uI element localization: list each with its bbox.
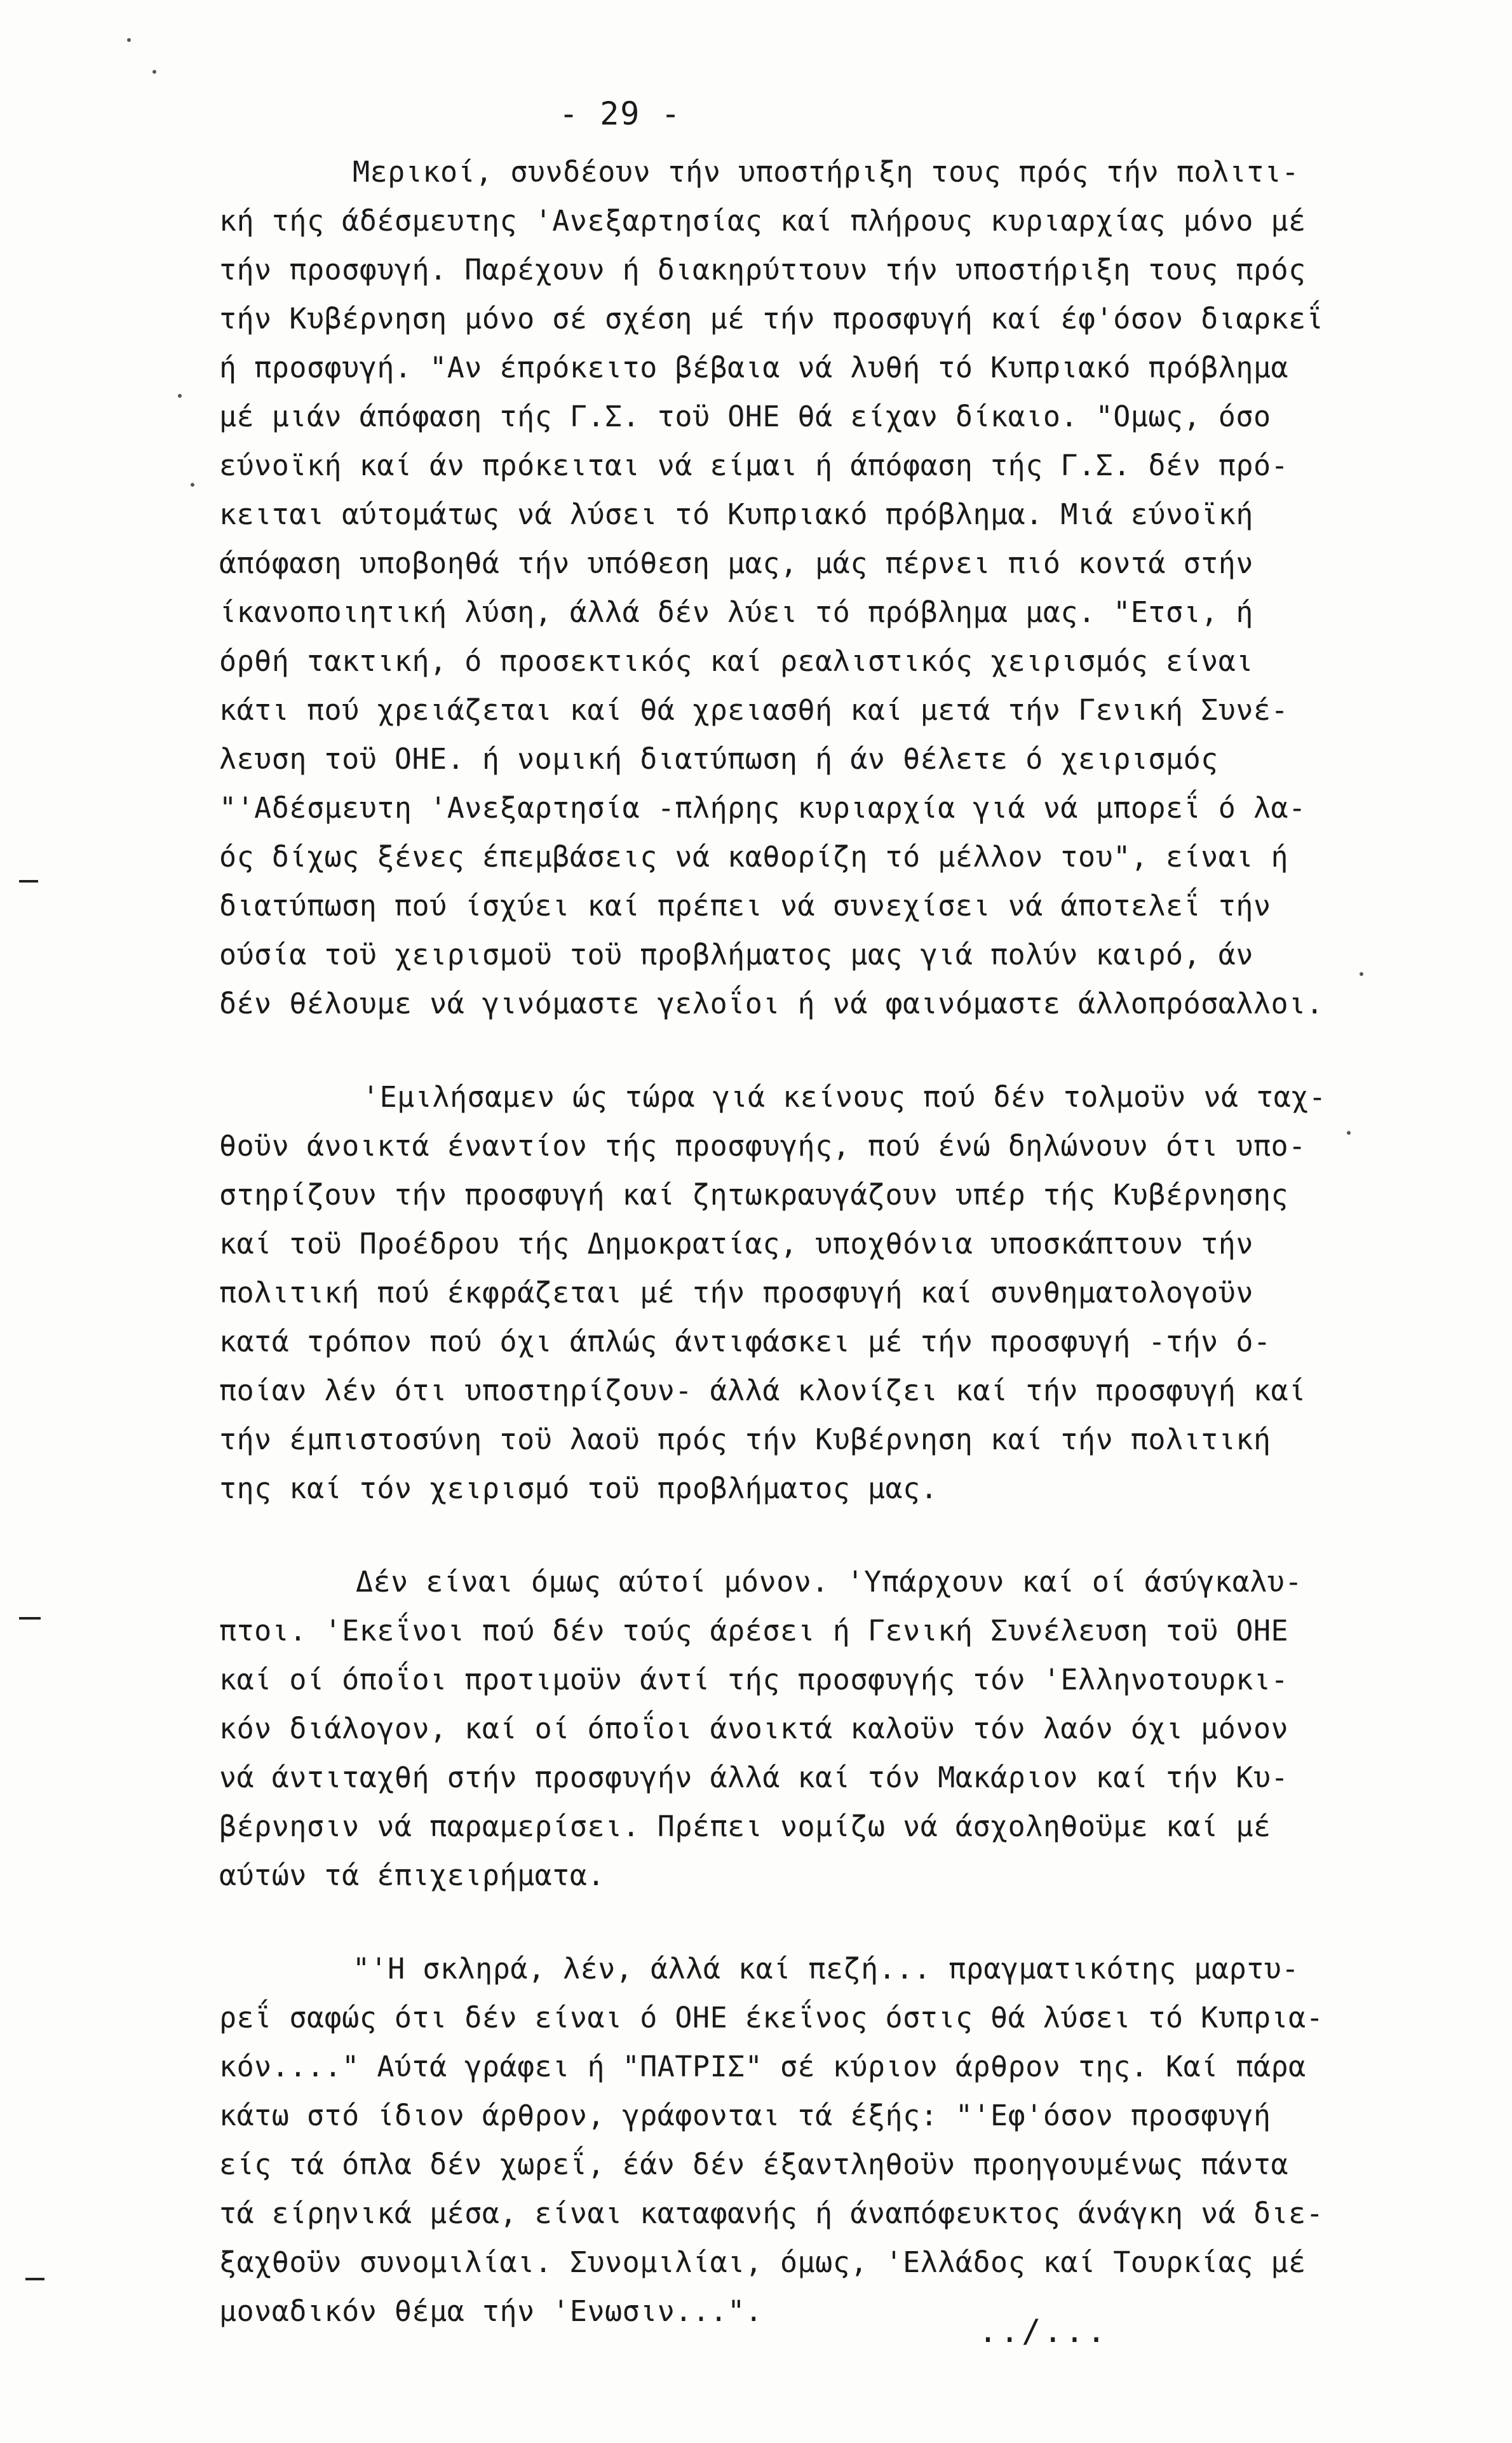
text-line: κάτι πού χρειάζεται καί θά χρειασθή καί μετά τήν Γενική Συνέ-: [219, 693, 1289, 727]
text-line: 'Εμιλήσαμεν ώς τώρα γιά κείνους πού δέν τολμοϋν νά ταχ-: [362, 1080, 1326, 1114]
text-line: κάτω στό ίδιον άρθρον, γράφονται τά έξής: "'Εφ'όσον προσφυγή: [219, 2099, 1271, 2132]
paragraph: [219, 1944, 1337, 2336]
text-line: πολιτική πού έκφράζεται μέ τήν προσφυγή καί συνθηματολογοϋν: [219, 1276, 1253, 1309]
text-line: θοϋν άνοικτά έναντίον τής προσφυγής, πού ένώ δηλώνουν ότι υπο-: [219, 1129, 1306, 1163]
paragraph-gap: [219, 1028, 1337, 1073]
text-line: μοναδικόν θέμα τήν 'Ενωσιν...".: [219, 2294, 763, 2328]
text-line: τά είρηνικά μέσα, είναι καταφανής ή άναπόφευκτος άνάγκη νά διε-: [219, 2196, 1324, 2230]
text-line: ρεΐ σαφώς ότι δέν είναι ό ΟΗΕ έκεΐνος όστις θά λύσει τό Κυπρια-: [219, 2001, 1324, 2034]
paragraph: [219, 1557, 1337, 1900]
text-line: Δέν είναι όμως αύτοί μόνον. 'Υπάρχουν καί οί άσύγκαλυ-: [356, 1565, 1302, 1599]
text-line: ξαχθοϋν συνομιλίαι. Συνομιλίαι, όμως, 'Ελλάδος καί Τουρκίας μέ: [219, 2245, 1306, 2279]
paragraph: [219, 147, 1337, 1028]
text-line: κατά τρόπον πού όχι άπλώς άντιφάσκει μέ τήν προσφυγή -τήν ό-: [219, 1325, 1271, 1358]
scan-speckle: [127, 38, 131, 42]
text-line: λευση τοϋ ΟΗΕ. ή νομική διατύπωση ή άν θέλετε ό χειρισμός: [219, 742, 1218, 776]
text-line: καί τοϋ Προέδρου τής Δημοκρατίας, υποχθόνια υποσκάπτουν τήν: [219, 1227, 1253, 1261]
text-line: τήν Κυβέρνηση μόνο σέ σχέση μέ τήν προσφυγή καί έφ'όσον διαρκεΐ: [219, 302, 1324, 335]
text-line: ή προσφυγή. "Αν έπρόκειτο βέβαια νά λυθή τό Κυπριακό πρόβλημα: [219, 351, 1289, 384]
scan-speckle: [1360, 972, 1363, 976]
margin-mark: [19, 1617, 41, 1620]
paragraph: [219, 1073, 1337, 1513]
text-line: κή τής άδέσμευτης 'Ανεξαρτησίας καί πλήρους κυριαρχίας μόνο μέ: [219, 204, 1306, 238]
text-line: αύτών τά έπιχειρήματα.: [219, 1858, 605, 1892]
closing-mark: ../...: [978, 2313, 1109, 2350]
text-line: είς τά όπλα δέν χωρεΐ, έάν δέν έξαντληθοϋν προηγουμένως πάντα: [219, 2148, 1289, 2181]
text-line: τήν προσφυγή. Παρέχουν ή διακηρύττουν τήν υποστήριξη τους πρός: [219, 253, 1306, 287]
scan-speckle: [1347, 1131, 1351, 1135]
text-line: βέρνησιν νά παραμερίσει. Πρέπει νομίζω νά άσχοληθοϋμε καί μέ: [219, 1810, 1271, 1843]
text-line: "'Αδέσμευτη 'Ανεξαρτησία -πλήρης κυριαρχία γιά νά μπορεΐ ό λα-: [219, 791, 1306, 825]
text-line: δέν θέλουμε νά γινόμαστε γελοΐοι ή νά φαινόμαστε άλλοπρόσαλλοι.: [219, 987, 1324, 1020]
text-line: καί οί όποΐοι προτιμοϋν άντί τής προσφυγής τόν 'Ελληνοτουρκι-: [219, 1663, 1289, 1696]
text-line: στηρίζουν τήν προσφυγή καί ζητωκραυγάζουν υπέρ τής Κυβέρνησης: [219, 1178, 1289, 1212]
text-line: ούσία τοϋ χειρισμοϋ τοϋ προβλήματος μας γιά πολύν καιρό, άν: [219, 938, 1253, 971]
body-text: [219, 147, 1337, 2336]
margin-mark: [25, 2278, 44, 2280]
text-line: κειται αύτομάτως νά λύσει τό Κυπριακό πρόβλημα. Μιά εύνοϊκή: [219, 497, 1253, 531]
text-line: της καί τόν χειρισμό τοϋ προβλήματος μας.: [219, 1472, 938, 1505]
text-line: μέ μιάν άπόφαση τής Γ.Σ. τοϋ ΟΗΕ θά είχαν δίκαιο. "Ομως, όσο: [219, 400, 1271, 433]
text-line: όρθή τακτική, ό προσεκτικός καί ρεαλιστικός χειρισμός είναι: [219, 644, 1253, 678]
text-line: Μερικοί, συνδέουν τήν υποστήριξη τους πρός τήν πολιτι-: [353, 155, 1299, 189]
paragraph-gap: [219, 1513, 1337, 1557]
text-line: πτοι. 'Εκεΐνοι πού δέν τούς άρέσει ή Γενική Συνέλευση τοϋ ΟΗΕ: [219, 1614, 1289, 1648]
paragraph-gap: [219, 1900, 1337, 1944]
text-line: άπόφαση υποβοηθά τήν υπόθεση μας, μάς πέρνει πιό κοντά στήν: [219, 546, 1253, 580]
text-line: διατύπωση πού ίσχύει καί πρέπει νά συνεχίσει νά άποτελεΐ τήν: [219, 889, 1271, 923]
page-number: - 29 -: [559, 95, 682, 132]
text-line: ός δίχως ξένες έπεμβάσεις νά καθορίζη τό μέλλον του", είναι ή: [219, 840, 1289, 874]
text-line: κόν...." Αύτά γράφει ή "ΠΑΤΡΙΣ" σέ κύριον άρθρον της. Καί πάρα: [219, 2050, 1306, 2083]
text-line: κόν διάλογον, καί οί όποΐοι άνοικτά καλοϋν τόν λαόν όχι μόνον: [219, 1712, 1289, 1745]
text-line: "'Η σκληρά, λέν, άλλά καί πεζή... πραγματικότης μαρτυ-: [353, 1952, 1299, 1986]
margin-mark: [19, 880, 38, 883]
text-line: τήν έμπιστοσύνη τοϋ λαοϋ πρός τήν Κυβέρνηση καί τήν πολιτική: [219, 1423, 1271, 1456]
text-line: νά άντιταχθή στήν προσφυγήν άλλά καί τόν Μακάριον καί τήν Κυ-: [219, 1761, 1289, 1794]
text-line: ποίαν λέν ότι υποστηρίζουν- άλλά κλονίζει καί τήν προσφυγή καί: [219, 1374, 1306, 1407]
text-line: εύνοϊκή καί άν πρόκειται νά είμαι ή άπόφαση τής Γ.Σ. δέν πρό-: [219, 449, 1289, 482]
scan-speckle: [178, 394, 182, 398]
scan-speckle: [152, 70, 156, 74]
text-line: ίκανοποιητική λύση, άλλά δέν λύει τό πρόβλημα μας. "Ετσι, ή: [219, 595, 1253, 629]
scan-speckle: [191, 483, 194, 487]
